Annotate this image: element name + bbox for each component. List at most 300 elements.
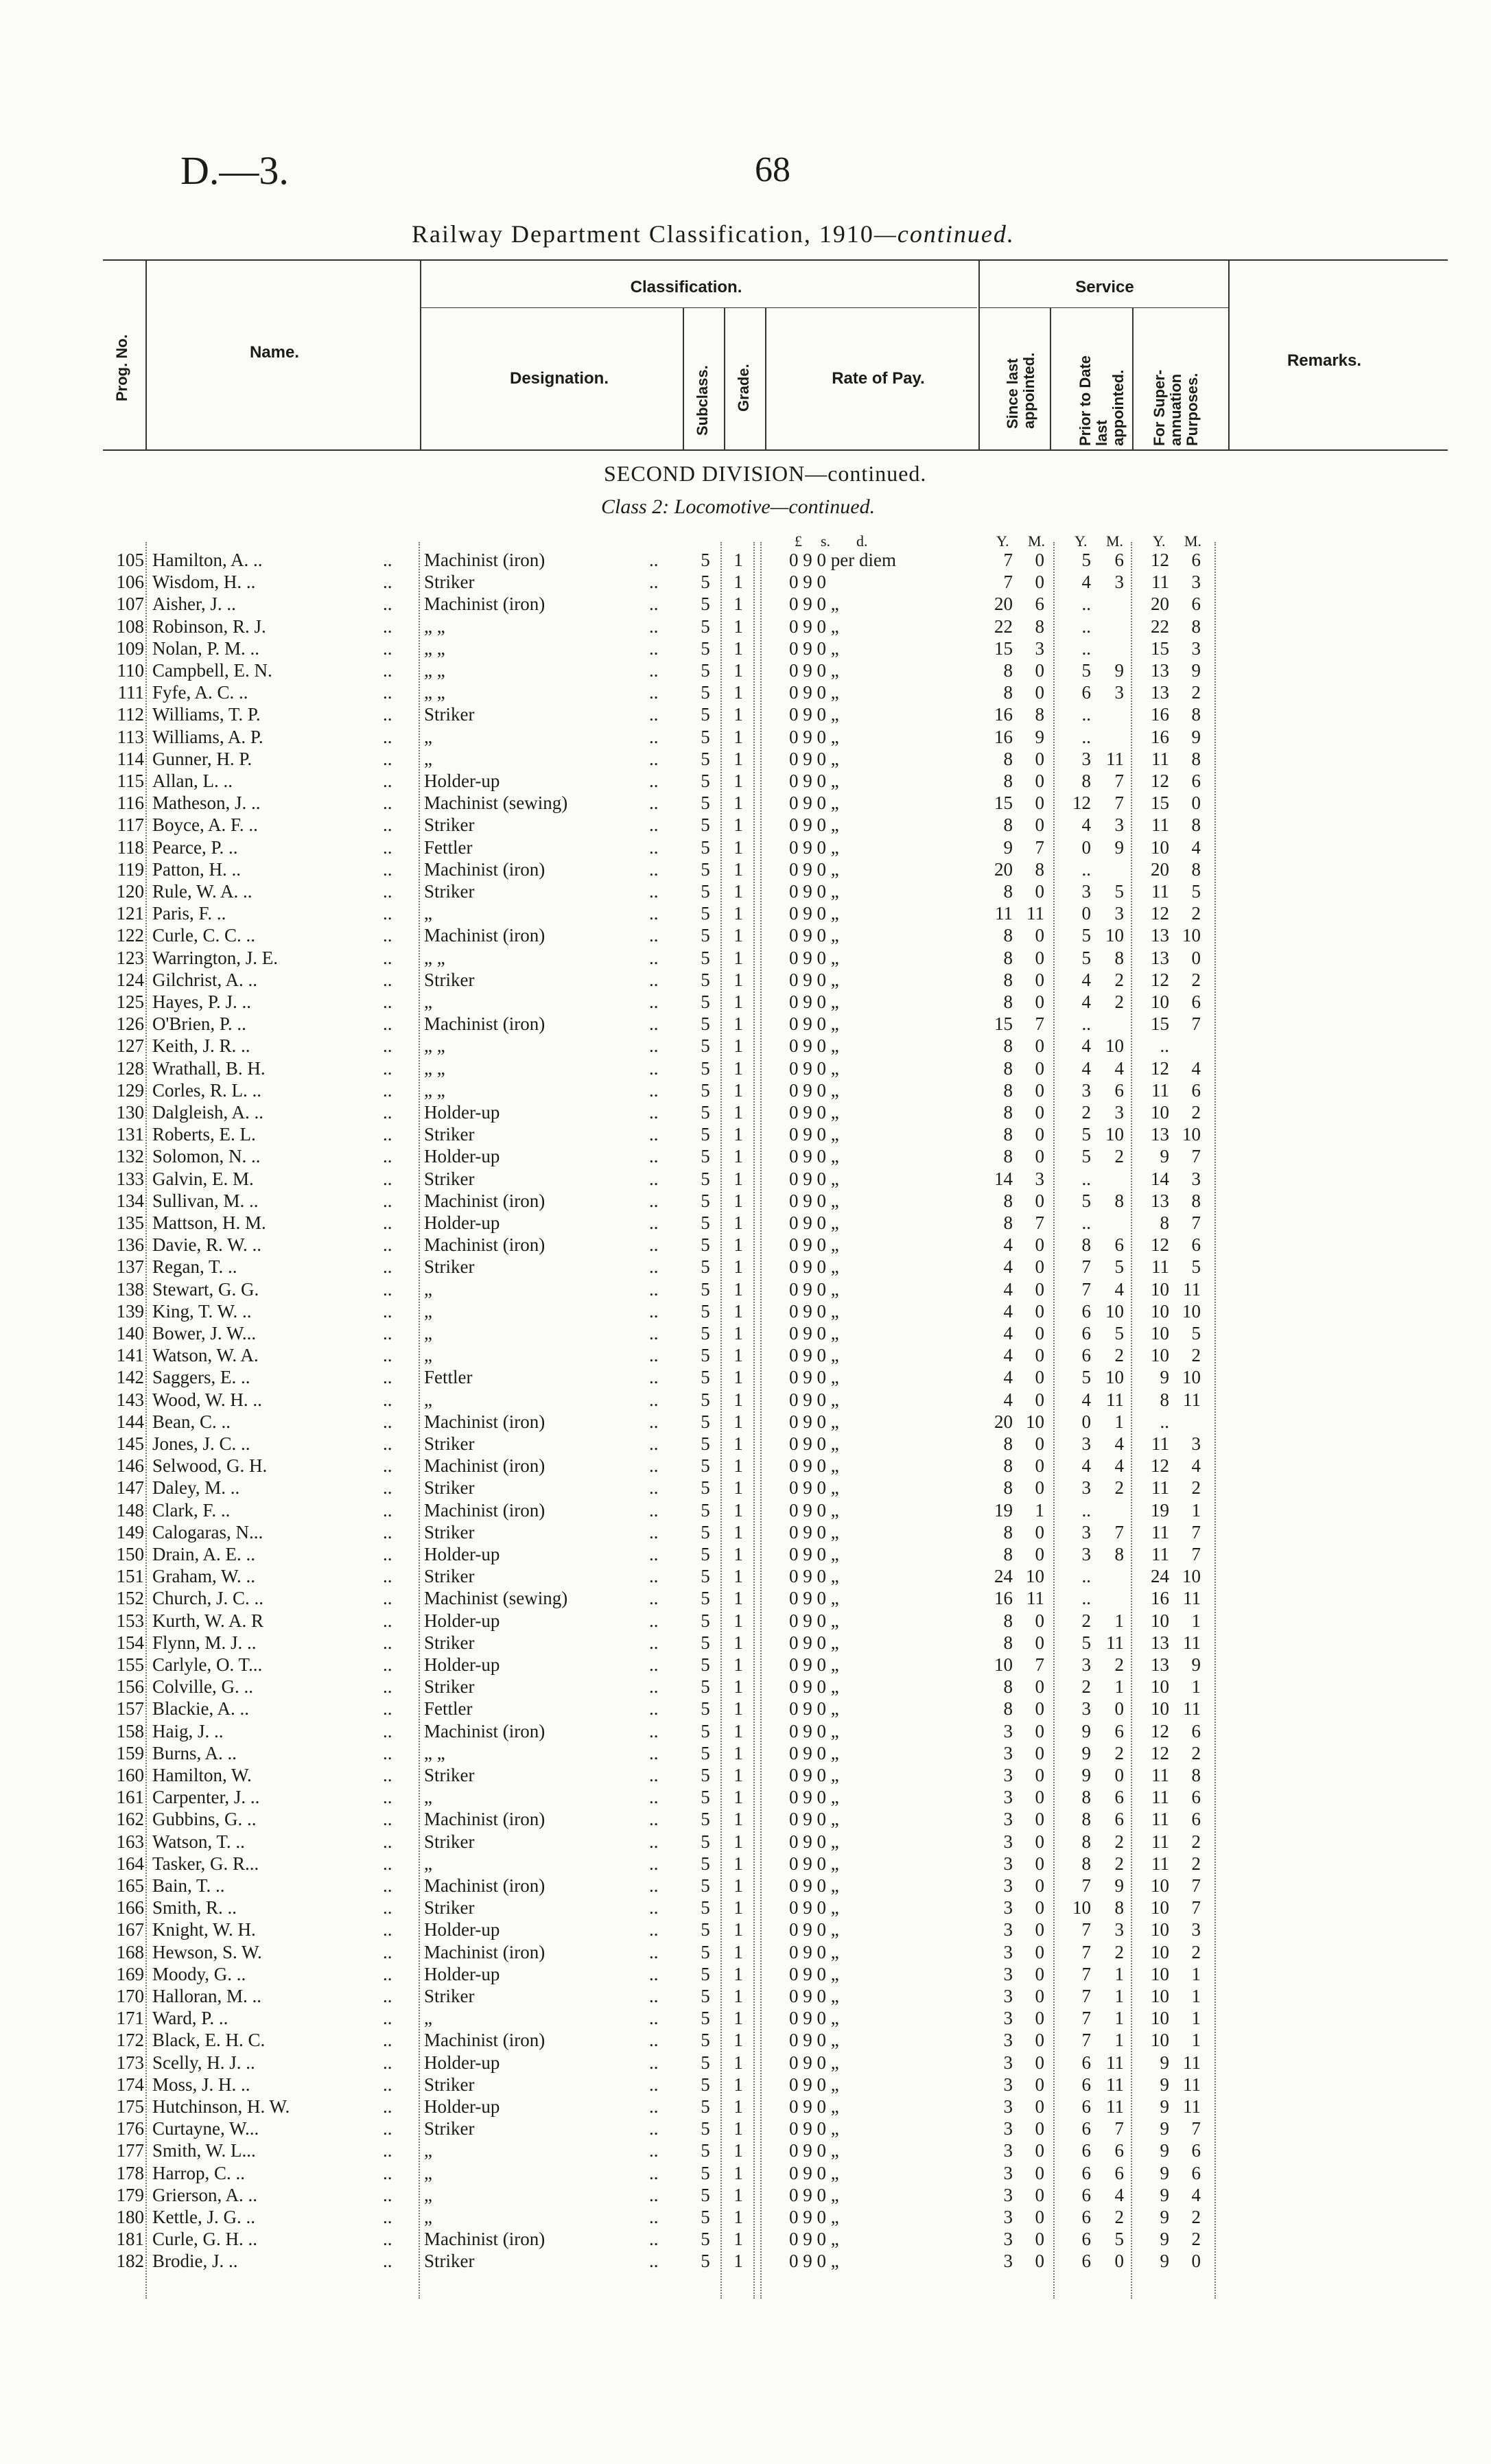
cell-since-months: 0 <box>1035 1544 1044 1564</box>
cell-rate-of-pay: 0 9 0 „ <box>789 2251 839 2271</box>
cell-prog-no: 166 <box>116 1897 144 1918</box>
cell-grade: 1 <box>733 1897 743 1918</box>
cell-rate-of-pay: 0 9 0 „ <box>789 2074 839 2095</box>
cell-prog-no: 144 <box>116 1411 144 1432</box>
cell-super-years: 13 <box>1151 948 1169 968</box>
cell-name: Aisher, J. .. <box>152 594 236 614</box>
cell-super-months: 6 <box>1191 1809 1201 1829</box>
cell-designation: Striker <box>424 970 475 990</box>
cell-super-years: 11 <box>1151 1765 1169 1785</box>
cell-designation: Striker <box>424 1986 475 2006</box>
cell-designation: Holder-up <box>424 1212 500 1233</box>
table-row <box>0 1764 1491 1786</box>
cell-since-months: 0 <box>1035 2207 1044 2227</box>
cell-since-years: 8 <box>1003 1190 1013 1211</box>
cell-since-years: 4 <box>1003 1256 1013 1277</box>
cell-super-years: 10 <box>1151 1279 1169 1300</box>
cell-super-years: 12 <box>1151 1721 1169 1741</box>
cell-since-months: 0 <box>1035 1632 1044 1653</box>
cell-since-months: 0 <box>1035 1190 1044 1211</box>
leader-dots: .. <box>383 1500 392 1521</box>
leader-dots: .. <box>383 2140 392 2161</box>
cell-since-months: 0 <box>1035 1809 1044 1829</box>
cell-prior-years: 4 <box>1081 1455 1091 1476</box>
cell-subclass: 5 <box>701 2140 710 2161</box>
cell-grade: 1 <box>733 1190 743 1211</box>
cell-name: Galvin, E. M. <box>152 1169 254 1189</box>
cell-prior-years: 5 <box>1081 948 1091 968</box>
cell-rate-of-pay: 0 9 0 „ <box>789 1522 839 1542</box>
leader-dots: .. <box>649 837 659 858</box>
cell-super-years: 10 <box>1151 1897 1169 1918</box>
cell-super-years: 11 <box>1151 1544 1169 1564</box>
cell-prior-months: 2 <box>1114 1146 1124 1166</box>
cell-prior-years: 7 <box>1081 2030 1091 2050</box>
cell-super-months: 2 <box>1191 682 1201 703</box>
table-row <box>0 1057 1491 1079</box>
cell-designation: „ „ <box>424 638 445 659</box>
cell-since-years: 3 <box>1003 1743 1013 1763</box>
cell-prior-years: 10 <box>1072 1897 1091 1918</box>
cell-rate-of-pay: 0 9 0 „ <box>789 1986 839 2006</box>
cell-prog-no: 118 <box>117 837 144 858</box>
cell-prior-years: 12 <box>1072 793 1091 813</box>
leader-dots: .. <box>383 1853 392 1874</box>
cell-prior-months: 6 <box>1114 2163 1124 2183</box>
cell-name: Robinson, R. J. <box>152 616 266 637</box>
leader-dots: .. <box>649 1787 659 1807</box>
unit-super-months: M. <box>1184 532 1202 550</box>
cell-prior-months: 3 <box>1114 1919 1124 1940</box>
cell-since-years: 15 <box>994 638 1013 659</box>
table-row <box>0 969 1491 991</box>
cell-prior-years: 6 <box>1081 2096 1091 2117</box>
cell-super-months: 7 <box>1191 1013 1201 1034</box>
cell-designation: Machinist (iron) <box>424 1013 545 1034</box>
cell-super-months: 10 <box>1182 1124 1201 1145</box>
leader-dots: .. <box>649 1013 659 1034</box>
leader-dots: .. <box>649 1809 659 1829</box>
cell-since-months: 0 <box>1035 2030 1044 2050</box>
cell-since-months: 0 <box>1035 1323 1044 1344</box>
cell-name: Flynn, M. J. .. <box>152 1632 257 1653</box>
header-top-rule <box>103 259 1448 261</box>
cell-subclass: 5 <box>701 837 710 858</box>
cell-subclass: 5 <box>701 2074 710 2095</box>
cell-super-months: 6 <box>1191 1080 1201 1101</box>
leader-dots: .. <box>383 1256 392 1277</box>
cell-name: Clark, F. .. <box>152 1500 231 1521</box>
cell-since-months: 10 <box>1026 1566 1044 1586</box>
cell-since-months: 0 <box>1035 1897 1044 1918</box>
cell-grade: 1 <box>733 2185 743 2205</box>
cell-name: Graham, W. .. <box>152 1566 255 1586</box>
cell-prog-no: 135 <box>116 1212 144 1233</box>
cell-super-months: 8 <box>1191 616 1201 637</box>
cell-prior-years: .. <box>1081 594 1091 614</box>
col-sep-prior <box>1132 307 1134 450</box>
cell-prior-years: 4 <box>1081 814 1091 835</box>
header-rate-of-pay: Rate of Pay. <box>832 369 925 388</box>
cell-name: Pearce, P. .. <box>152 837 238 858</box>
cell-since-years: 16 <box>994 1588 1013 1608</box>
cell-super-years: 9 <box>1160 2052 1169 2073</box>
leader-dots: .. <box>649 1102 659 1123</box>
cell-since-months: 0 <box>1035 2185 1044 2205</box>
leader-dots: .. <box>649 970 659 990</box>
cell-super-months: 7 <box>1191 1544 1201 1564</box>
cell-super-months: 7 <box>1191 2118 1201 2139</box>
cell-super-months: 4 <box>1191 2185 1201 2205</box>
table-row <box>0 1366 1491 1388</box>
cell-prog-no: 143 <box>116 1389 144 1410</box>
cell-super-months: 4 <box>1191 837 1201 858</box>
cell-designation: Holder-up <box>424 1654 500 1675</box>
cell-since-months: 7 <box>1035 837 1044 858</box>
cell-name: Drain, A. E. .. <box>152 1544 255 1564</box>
leader-dots: .. <box>649 992 659 1012</box>
table-row <box>0 1433 1491 1455</box>
cell-name: Curle, C. C. .. <box>152 925 256 946</box>
service-rule <box>980 307 1228 308</box>
cell-rate-of-pay: 0 9 0 „ <box>789 903 839 924</box>
cell-super-months: 6 <box>1191 1787 1201 1807</box>
table-row <box>0 1145 1491 1167</box>
cell-subclass: 5 <box>701 660 710 681</box>
cell-prior-years: 6 <box>1081 682 1091 703</box>
leader-dots: .. <box>649 1743 659 1763</box>
cell-designation: Machinist (iron) <box>424 1411 545 1432</box>
leader-dots: .. <box>649 903 659 924</box>
cell-designation: „ „ <box>424 1035 445 1056</box>
cell-subclass: 5 <box>701 1477 710 1498</box>
cell-since-months: 7 <box>1035 1013 1044 1034</box>
leader-dots: .. <box>383 992 392 1012</box>
cell-super-years: 16 <box>1151 704 1169 725</box>
leader-dots: .. <box>649 2118 659 2139</box>
cell-since-months: 0 <box>1035 2096 1044 2117</box>
cell-super-years: 11 <box>1151 814 1169 835</box>
cell-super-years: 11 <box>1151 881 1169 902</box>
cell-prog-no: 157 <box>116 1698 144 1719</box>
leader-dots: .. <box>649 1875 659 1896</box>
cell-prior-years: 6 <box>1081 1345 1091 1365</box>
cell-since-years: 15 <box>994 793 1013 813</box>
cell-subclass: 5 <box>701 1212 710 1233</box>
cell-name: Burns, A. .. <box>152 1743 237 1763</box>
cell-super-years: 9 <box>1160 2207 1169 2227</box>
leader-dots: .. <box>383 1411 392 1432</box>
unit-shillings: s. <box>821 532 831 550</box>
cell-prog-no: 107 <box>116 594 144 614</box>
leader-dots: .. <box>649 1942 659 1962</box>
leader-dots: .. <box>383 1897 392 1918</box>
leader-dots: .. <box>383 1212 392 1233</box>
cell-rate-of-pay: 0 9 0 „ <box>789 925 839 946</box>
cell-super-months: 5 <box>1191 1256 1201 1277</box>
cell-prior-years: 6 <box>1081 1323 1091 1344</box>
leader-dots: .. <box>649 2140 659 2161</box>
cell-super-years: 9 <box>1160 2251 1169 2271</box>
cell-grade: 1 <box>733 2251 743 2271</box>
cell-prior-months: 6 <box>1114 2140 1124 2161</box>
cell-rate-of-pay: 0 9 0 „ <box>789 1301 839 1322</box>
cell-designation: Machinist (sewing) <box>424 793 568 813</box>
table-row <box>0 549 1491 571</box>
cell-subclass: 5 <box>701 2008 710 2028</box>
cell-name: Fyfe, A. C. .. <box>152 682 248 703</box>
cell-since-years: 14 <box>994 1169 1013 1189</box>
leader-dots: .. <box>383 1522 392 1542</box>
cell-super-months: 2 <box>1191 1831 1201 1852</box>
table-row <box>0 947 1491 969</box>
leader-dots: .. <box>649 1389 659 1410</box>
cell-since-years: 3 <box>1003 1853 1013 1874</box>
cell-prior-months: 0 <box>1114 1765 1124 1785</box>
cell-name: Colville, G. .. <box>152 1676 253 1697</box>
cell-prog-no: 182 <box>116 2251 144 2271</box>
cell-prog-no: 124 <box>116 970 144 990</box>
cell-since-years: 7 <box>1003 550 1013 570</box>
cell-prog-no: 162 <box>116 1809 144 1829</box>
cell-designation: Striker <box>424 1676 475 1697</box>
cell-designation: „ „ <box>424 1743 445 1763</box>
cell-super-years: 19 <box>1151 1500 1169 1521</box>
cell-subclass: 5 <box>701 2052 710 2073</box>
cell-subclass: 5 <box>701 682 710 703</box>
cell-super-months: 7 <box>1191 1522 1201 1542</box>
cell-super-years: 12 <box>1151 771 1169 791</box>
cell-prior-years: 8 <box>1081 1787 1091 1807</box>
cell-rate-of-pay: 0 9 0 „ <box>789 1964 839 1984</box>
cell-rate-of-pay: 0 9 0 „ <box>789 1389 839 1410</box>
leader-dots: .. <box>383 2074 392 2095</box>
table-row <box>0 615 1491 637</box>
cell-prog-no: 154 <box>116 1632 144 1653</box>
cell-prior-years: 4 <box>1081 1035 1091 1056</box>
leader-dots: .. <box>383 727 392 747</box>
cell-since-years: 8 <box>1003 992 1013 1012</box>
cell-name: Moss, J. H. .. <box>152 2074 250 2095</box>
cell-prior-years: 9 <box>1081 1743 1091 1763</box>
cell-subclass: 5 <box>701 2229 710 2249</box>
cell-rate-of-pay: 0 9 0 „ <box>789 1477 839 1498</box>
cell-prior-years: .. <box>1081 1566 1091 1586</box>
cell-grade: 1 <box>733 2140 743 2161</box>
cell-super-months: 3 <box>1191 638 1201 659</box>
cell-grade: 1 <box>733 1301 743 1322</box>
leader-dots: .. <box>649 1765 659 1785</box>
cell-designation: Machinist (iron) <box>424 550 545 570</box>
cell-super-years: 11 <box>1151 1809 1169 1829</box>
cell-name: Tasker, G. R... <box>152 1853 259 1874</box>
leader-dots: .. <box>649 1433 659 1454</box>
cell-rate-of-pay: 0 9 0 per diem <box>789 550 896 570</box>
leader-dots: .. <box>383 948 392 968</box>
cell-super-months: 2 <box>1191 1743 1201 1763</box>
cell-subclass: 5 <box>701 2118 710 2139</box>
cell-name: Mattson, H. M. <box>152 1212 266 1233</box>
cell-since-months: 0 <box>1035 1124 1044 1145</box>
cell-super-months: 1 <box>1191 1610 1201 1631</box>
cell-grade: 1 <box>733 1169 743 1189</box>
table-row <box>0 659 1491 681</box>
leader-dots: .. <box>383 1389 392 1410</box>
table-row <box>0 1499 1491 1521</box>
cell-name: Black, E. H. C. <box>152 2030 266 2050</box>
cell-prior-months: 9 <box>1114 660 1124 681</box>
cell-subclass: 5 <box>701 1964 710 1984</box>
cell-prog-no: 119 <box>117 859 144 880</box>
cell-since-months: 8 <box>1035 859 1044 880</box>
leader-dots: .. <box>649 1279 659 1300</box>
cell-designation: „ <box>424 1345 432 1365</box>
table-row <box>0 792 1491 814</box>
cell-prior-months: 6 <box>1114 550 1124 570</box>
cell-grade: 1 <box>733 1102 743 1123</box>
cell-prior-months: 9 <box>1114 837 1124 858</box>
cell-grade: 1 <box>733 837 743 858</box>
cell-prog-no: 111 <box>117 682 144 703</box>
cell-rate-of-pay: 0 9 0 „ <box>789 1632 839 1653</box>
cell-since-years: 8 <box>1003 1035 1013 1056</box>
cell-prog-no: 127 <box>116 1035 144 1056</box>
cell-prior-years: 6 <box>1081 2251 1091 2271</box>
cell-subclass: 5 <box>701 1897 710 1918</box>
cell-subclass: 5 <box>701 1875 710 1896</box>
cell-prior-months: 4 <box>1114 1433 1124 1454</box>
cell-designation: Machinist (iron) <box>424 1875 545 1896</box>
cell-super-months: 1 <box>1191 2030 1201 2050</box>
cell-prior-years: .. <box>1081 638 1091 659</box>
cell-super-months: 5 <box>1191 881 1201 902</box>
cell-super-months: 3 <box>1191 1433 1201 1454</box>
cell-super-months: 11 <box>1183 2096 1201 2117</box>
cell-subclass: 5 <box>701 1455 710 1476</box>
cell-super-months: 8 <box>1191 1765 1201 1785</box>
cell-designation: Holder-up <box>424 1146 500 1166</box>
cell-prior-years: 7 <box>1081 1279 1091 1300</box>
leader-dots: .. <box>383 1477 392 1498</box>
cell-name: Gunner, H. P. <box>152 749 253 769</box>
cell-rate-of-pay: 0 9 0 „ <box>789 970 839 990</box>
cell-grade: 1 <box>733 660 743 681</box>
cell-super-months: 7 <box>1191 1875 1201 1896</box>
leader-dots: .. <box>383 572 392 592</box>
cell-subclass: 5 <box>701 1433 710 1454</box>
cell-super-years: 10 <box>1151 1676 1169 1697</box>
cell-subclass: 5 <box>701 1588 710 1608</box>
leader-dots: .. <box>649 1058 659 1079</box>
cell-super-years: 11 <box>1151 572 1169 592</box>
cell-super-months: 8 <box>1191 704 1201 725</box>
cell-grade: 1 <box>733 1345 743 1365</box>
leader-dots: .. <box>383 1566 392 1586</box>
cell-since-years: 3 <box>1003 2030 1013 2050</box>
cell-subclass: 5 <box>701 1102 710 1123</box>
cell-since-months: 0 <box>1035 2163 1044 2183</box>
cell-subclass: 5 <box>701 1743 710 1763</box>
cell-super-years: 9 <box>1160 2229 1169 2249</box>
page-reference: D.—3. <box>180 148 289 193</box>
cell-prog-no: 173 <box>116 2052 144 2073</box>
cell-prior-years: 0 <box>1081 1411 1091 1432</box>
cell-name: Ward, P. .. <box>152 2008 228 2028</box>
page-number: 68 <box>755 150 790 189</box>
cell-super-months: 7 <box>1191 1146 1201 1166</box>
cell-since-years: 3 <box>1003 1765 1013 1785</box>
cell-prior-years: 6 <box>1081 1301 1091 1322</box>
cell-subclass: 5 <box>701 925 710 946</box>
cell-grade: 1 <box>733 1544 743 1564</box>
cell-grade: 1 <box>733 1212 743 1233</box>
cell-since-years: 3 <box>1003 1787 1013 1807</box>
cell-rate-of-pay: 0 9 0 „ <box>789 859 839 880</box>
cell-since-months: 0 <box>1035 2052 1044 2073</box>
cell-prog-no: 150 <box>116 1544 144 1564</box>
leader-dots: .. <box>649 2030 659 2050</box>
leader-dots: .. <box>649 1566 659 1586</box>
leader-dots: .. <box>649 727 659 747</box>
cell-rate-of-pay: 0 9 0 „ <box>789 1169 839 1189</box>
cell-designation: Holder-up <box>424 1964 500 1984</box>
cell-rate-of-pay: 0 9 0 „ <box>789 2140 839 2161</box>
table-row <box>0 2007 1491 2029</box>
cell-designation: „ <box>424 992 432 1012</box>
cell-super-months: 10 <box>1182 1301 1201 1322</box>
cell-since-months: 0 <box>1035 1698 1044 1719</box>
table-row <box>0 1256 1491 1278</box>
cell-since-months: 0 <box>1035 572 1044 592</box>
cell-name: Hayes, P. J. .. <box>152 992 252 1012</box>
cell-grade: 1 <box>733 2096 743 2117</box>
table-row <box>0 1521 1491 1543</box>
cell-subclass: 5 <box>701 1544 710 1564</box>
cell-prior-years: 6 <box>1081 2074 1091 2095</box>
cell-grade: 1 <box>733 1743 743 1763</box>
leader-dots: .. <box>383 550 392 570</box>
cell-subclass: 5 <box>701 1654 710 1675</box>
cell-super-years: 10 <box>1151 992 1169 1012</box>
col-sep-classification <box>978 259 980 450</box>
cell-prior-years: 7 <box>1081 1919 1091 1940</box>
leader-dots: .. <box>383 1986 392 2006</box>
cell-subclass: 5 <box>701 1124 710 1145</box>
leader-dots: .. <box>649 1411 659 1432</box>
cell-name: Wood, W. H. .. <box>152 1389 262 1410</box>
cell-super-years: 12 <box>1151 1743 1169 1763</box>
cell-since-years: 8 <box>1003 682 1013 703</box>
cell-name: Corles, R. L. .. <box>152 1080 261 1101</box>
cell-grade: 1 <box>733 1721 743 1741</box>
cell-designation: Machinist (iron) <box>424 2229 545 2249</box>
cell-since-months: 0 <box>1035 2118 1044 2139</box>
leader-dots: .. <box>649 638 659 659</box>
cell-super-months: 1 <box>1191 2008 1201 2028</box>
cell-designation: „ „ <box>424 616 445 637</box>
table-row <box>0 1698 1491 1720</box>
table-row <box>0 1831 1491 1853</box>
cell-since-months: 3 <box>1035 1169 1044 1189</box>
cell-since-months: 0 <box>1035 2251 1044 2271</box>
cell-since-years: 24 <box>994 1566 1013 1586</box>
cell-prior-months: 5 <box>1114 2229 1124 2249</box>
cell-prior-months: 0 <box>1114 2251 1124 2271</box>
cell-designation: Striker <box>424 1831 475 1852</box>
cell-since-months: 0 <box>1035 1058 1044 1079</box>
cell-prog-no: 171 <box>116 2008 144 2028</box>
leader-dots: .. <box>649 1190 659 1211</box>
